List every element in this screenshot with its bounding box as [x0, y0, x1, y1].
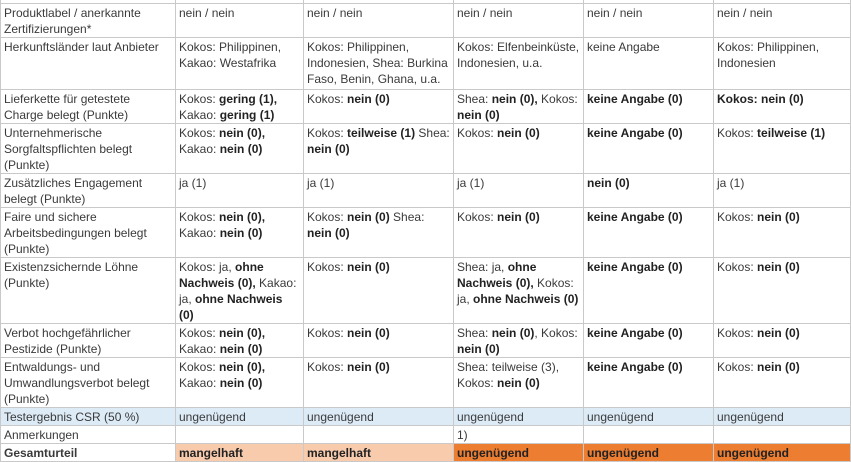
- value-bold-segment: nein (0): [347, 360, 390, 374]
- cell-produktlabel-col2: [304, 4, 454, 38]
- value-segment: Kakao:: [179, 226, 220, 240]
- value-segment: Kokos:: [307, 326, 348, 340]
- value-bold-segment: nein (0): [347, 260, 390, 274]
- value-segment: nein / nein: [179, 6, 235, 20]
- cell-entwaldung-col1: [176, 358, 304, 408]
- value-bold-segment: nein (0): [347, 92, 390, 106]
- value-segment: 1): [457, 428, 468, 442]
- value-bold-segment: keine Angabe (0): [587, 360, 683, 374]
- value-segment: Kakao: ja,: [179, 276, 297, 306]
- cell-testergebnis-col4: [584, 408, 714, 426]
- value-segment: Shea: ja,: [457, 260, 508, 274]
- value-segment: Shea:: [415, 126, 450, 140]
- value-bold-segment: ohne Nachweis (0),: [179, 260, 264, 290]
- row-label-produktlabel: Produktlabel / anerkannte Zertifizierungen*: [1, 4, 176, 38]
- row-label-arbeitsbedingungen: Faire und sichere Arbeitsbedingungen belegt (Punkte): [1, 208, 176, 258]
- cell-gesamturteil-col5: [714, 444, 851, 462]
- cell-lieferkette-col4: [584, 90, 714, 124]
- value-segment: Kokos:: [307, 92, 348, 106]
- value-bold-segment: nein (0): [757, 326, 800, 340]
- row-label-pestizide: Verbot hochgefährlicher Pestizide (Punkte): [1, 324, 176, 358]
- row-label-lieferkette: Lieferkette für getestete Charge belegt (Punkte): [1, 90, 176, 124]
- cell-herkunftslaender-col2: [304, 38, 454, 90]
- value-segment: Kokos: Philippinen, Indonesien, Shea: Burkina Faso, Benin, Ghana, u.a.: [307, 40, 448, 86]
- value-bold-segment: nein (0): [497, 126, 540, 140]
- cell-testergebnis-col2: [304, 408, 454, 426]
- cell-arbeitsbedingungen-col2: [304, 208, 454, 258]
- row-label-loehne: Existenzsichernde Löhne (Punkte): [1, 258, 176, 324]
- cell-gesamturteil-col3: [454, 444, 584, 462]
- value-segment: nein / nein: [717, 6, 773, 20]
- value-segment: Kokos:: [307, 360, 348, 374]
- cell-produktlabel-col3: [454, 4, 584, 38]
- value-segment: Kokos:: [537, 92, 578, 106]
- cell-pestizide-col3: [454, 324, 584, 358]
- value-bold-segment: nein (0),: [219, 326, 266, 340]
- value-segment: Kokos:: [307, 260, 348, 274]
- value-bold-segment: keine Angabe (0): [587, 92, 683, 106]
- value-bold-segment: teilweise (1): [347, 126, 416, 140]
- row-label-entwaldung: Entwaldungs- und Umwandlungsverbot belegt (Punkte): [1, 358, 176, 408]
- cell-engagement-col5: [714, 174, 851, 208]
- cell-arbeitsbedingungen-col4: [584, 208, 714, 258]
- value-bold-segment: gering (1),: [219, 92, 278, 106]
- value-segment: , Kokos:: [534, 326, 578, 340]
- value-bold-segment: nein (0): [457, 108, 500, 122]
- value-segment: Kokos:: [717, 210, 758, 224]
- value-bold-segment: gering (1): [219, 108, 275, 122]
- cell-entwaldung-col4: [584, 358, 714, 408]
- value-segment: keine Angabe: [587, 40, 660, 54]
- value-bold-segment: nein (0): [491, 326, 535, 340]
- cell-produktlabel-col4: [584, 4, 714, 38]
- cell-anmerkungen-col1: [176, 426, 304, 444]
- value-segment: Kokos:: [179, 360, 220, 374]
- table-row-produktlabel: [1, 4, 851, 38]
- value-segment: Kokos:: [717, 360, 758, 374]
- cell-sorgfaltspflichten-col4: [584, 124, 714, 174]
- table-row-anmerkungen: [1, 426, 851, 444]
- value-segment: Kokos:: [717, 260, 758, 274]
- cell-lieferkette-col2: [304, 90, 454, 124]
- value-bold-segment: ungenügend: [587, 446, 659, 460]
- cell-gesamturteil-col1: [176, 444, 304, 462]
- cell-arbeitsbedingungen-col5: [714, 208, 851, 258]
- cell-testergebnis-col5: [714, 408, 851, 426]
- table-row-herkunftslaender: [1, 38, 851, 90]
- cell-sorgfaltspflichten-col3: [454, 124, 584, 174]
- cell-lieferkette-col5: [714, 90, 851, 124]
- value-bold-segment: nein (0),: [219, 210, 266, 224]
- value-bold-segment: keine Angabe (0): [587, 210, 683, 224]
- value-segment: ja (1): [717, 176, 745, 190]
- cell-gesamturteil-col2: [304, 444, 454, 462]
- value-bold-segment: ungenügend: [717, 446, 789, 460]
- cell-pestizide-col4: [584, 324, 714, 358]
- cell-pestizide-col2: [304, 324, 454, 358]
- value-segment: Kokos:: [717, 326, 758, 340]
- row-label-anmerkungen: Anmerkungen: [1, 426, 176, 444]
- value-segment: ungenügend: [587, 410, 654, 424]
- cell-testergebnis-col3: [454, 408, 584, 426]
- value-bold-segment: ohne Nachweis (0): [179, 292, 283, 322]
- value-segment: Kokos:: [457, 210, 498, 224]
- cell-loehne-col2: [304, 258, 454, 324]
- cell-pestizide-col5: [714, 324, 851, 358]
- value-bold-segment: nein (0): [497, 210, 540, 224]
- cell-herkunftslaender-col5: [714, 38, 851, 90]
- value-segment: Shea:: [457, 326, 492, 340]
- cell-herkunftslaender-col3: [454, 38, 584, 90]
- value-segment: Kokos:: [179, 326, 220, 340]
- value-segment: nein / nein: [307, 6, 363, 20]
- value-bold-segment: mangelhaft: [307, 446, 372, 460]
- value-segment: ja (1): [179, 176, 207, 190]
- value-bold-segment: nein (0): [307, 226, 350, 240]
- value-bold-segment: Kokos: nein (0): [717, 92, 804, 106]
- value-bold-segment: nein (0): [757, 360, 800, 374]
- cell-arbeitsbedingungen-col3: [454, 208, 584, 258]
- cell-entwaldung-col2: [304, 358, 454, 408]
- row-label-testergebnis: Testergebnis CSR (50 %): [1, 408, 176, 426]
- cell-anmerkungen-col4: [584, 426, 714, 444]
- table-row-pestizide: [1, 324, 851, 358]
- value-segment: Kokos: ja,: [457, 276, 574, 306]
- table-row-loehne: [1, 258, 851, 324]
- row-label-engagement: Zusätzliches Engagement belegt (Punkte): [1, 174, 176, 208]
- cell-entwaldung-col3: [454, 358, 584, 408]
- row-label-herkunftslaender: Herkunftsländer laut Anbieter: [1, 38, 176, 90]
- value-segment: Shea:: [389, 210, 425, 224]
- cell-lieferkette-col1: [176, 90, 304, 124]
- value-bold-segment: nein (0),: [219, 126, 266, 140]
- value-segment: nein / nein: [587, 6, 643, 20]
- value-segment: Kakao:: [179, 142, 220, 156]
- cell-engagement-col3: [454, 174, 584, 208]
- value-bold-segment: nein (0): [219, 376, 263, 390]
- value-bold-segment: nein (0): [457, 342, 500, 356]
- cell-anmerkungen-col5: [714, 426, 851, 444]
- value-segment: Shea: teilweise (3), Kokos:: [457, 360, 560, 390]
- value-bold-segment: nein (0): [347, 326, 390, 340]
- value-bold-segment: nein (0),: [491, 92, 538, 106]
- cell-gesamturteil-col4: [584, 444, 714, 462]
- value-segment: Kokos:: [457, 126, 498, 140]
- value-bold-segment: nein (0): [347, 210, 390, 224]
- table-row-gesamturteil: [1, 444, 851, 462]
- value-segment: Kokos:: [307, 210, 348, 224]
- cell-anmerkungen-col2: [304, 426, 454, 444]
- value-segment: Kokos: Philippinen, Kakao: Westafrika: [179, 40, 282, 70]
- cell-engagement-col2: [304, 174, 454, 208]
- value-bold-segment: nein (0),: [219, 360, 266, 374]
- table-row-entwaldung: [1, 358, 851, 408]
- cell-sorgfaltspflichten-col1: [176, 124, 304, 174]
- value-bold-segment: mangelhaft: [179, 446, 244, 460]
- cell-loehne-col3: [454, 258, 584, 324]
- value-segment: ja (1): [307, 176, 335, 190]
- value-segment: ja (1): [457, 176, 485, 190]
- value-segment: Kokos:: [717, 126, 758, 140]
- table-row-sorgfaltspflichten: [1, 124, 851, 174]
- value-segment: Kakao:: [179, 376, 220, 390]
- cell-loehne-col4: [584, 258, 714, 324]
- value-bold-segment: nein (0): [219, 226, 263, 240]
- value-segment: ungenügend: [307, 410, 374, 424]
- value-segment: Kakao:: [179, 342, 220, 356]
- value-bold-segment: keine Angabe (0): [587, 260, 683, 274]
- table-row-engagement: [1, 174, 851, 208]
- table-row-lieferkette: [1, 90, 851, 124]
- value-bold-segment: nein (0): [757, 210, 800, 224]
- value-bold-segment: nein (0): [307, 142, 350, 156]
- value-segment: Kokos: Elfenbeinküste, Indonesien, u.a.: [457, 40, 580, 70]
- value-bold-segment: ohne Nachweis (0): [473, 292, 579, 306]
- value-bold-segment: keine Angabe (0): [587, 126, 683, 140]
- value-segment: Shea:: [457, 92, 492, 106]
- value-bold-segment: ohne Nachweis (0),: [457, 260, 537, 290]
- value-bold-segment: nein (0): [587, 176, 630, 190]
- value-bold-segment: keine Angabe (0): [587, 326, 683, 340]
- cell-engagement-col4: [584, 174, 714, 208]
- cell-pestizide-col1: [176, 324, 304, 358]
- cell-loehne-col5: [714, 258, 851, 324]
- cell-herkunftslaender-col4: [584, 38, 714, 90]
- cell-produktlabel-col1: [176, 4, 304, 38]
- value-segment: ungenügend: [457, 410, 524, 424]
- value-segment: Kokos: ja,: [179, 260, 236, 274]
- cell-produktlabel-col5: [714, 4, 851, 38]
- value-segment: Kokos:: [179, 210, 220, 224]
- value-segment: nein / nein: [457, 6, 513, 20]
- cell-herkunftslaender-col1: [176, 38, 304, 90]
- value-segment: Kokos:: [179, 92, 220, 106]
- row-label-gesamturteil: Gesamturteil: [1, 444, 176, 462]
- cell-lieferkette-col3: [454, 90, 584, 124]
- cell-engagement-col1: [176, 174, 304, 208]
- cell-anmerkungen-col3: [454, 426, 584, 444]
- table-row-arbeitsbedingungen: [1, 208, 851, 258]
- value-bold-segment: nein (0): [219, 142, 263, 156]
- cell-testergebnis-col1: [176, 408, 304, 426]
- value-segment: ungenügend: [717, 410, 784, 424]
- value-segment: Kokos:: [307, 126, 348, 140]
- cell-sorgfaltspflichten-col5: [714, 124, 851, 174]
- value-segment: Kokos: Philippinen, Indonesien: [717, 40, 820, 70]
- value-segment: Kokos:: [179, 126, 220, 140]
- value-bold-segment: nein (0): [497, 376, 540, 390]
- cell-loehne-col1: [176, 258, 304, 324]
- cell-sorgfaltspflichten-col2: [304, 124, 454, 174]
- table-row-testergebnis: [1, 408, 851, 426]
- value-bold-segment: nein (0): [757, 260, 800, 274]
- value-segment: ungenügend: [179, 410, 246, 424]
- cell-arbeitsbedingungen-col1: [176, 208, 304, 258]
- cell-entwaldung-col5: [714, 358, 851, 408]
- value-bold-segment: ungenügend: [457, 446, 529, 460]
- value-bold-segment: nein (0): [219, 342, 263, 356]
- value-segment: Kakao:: [179, 108, 220, 122]
- value-bold-segment: teilweise (1): [757, 126, 826, 140]
- row-label-sorgfaltspflichten: Unternehmerische Sorgfaltspflichten belegt (Punkte): [1, 124, 176, 174]
